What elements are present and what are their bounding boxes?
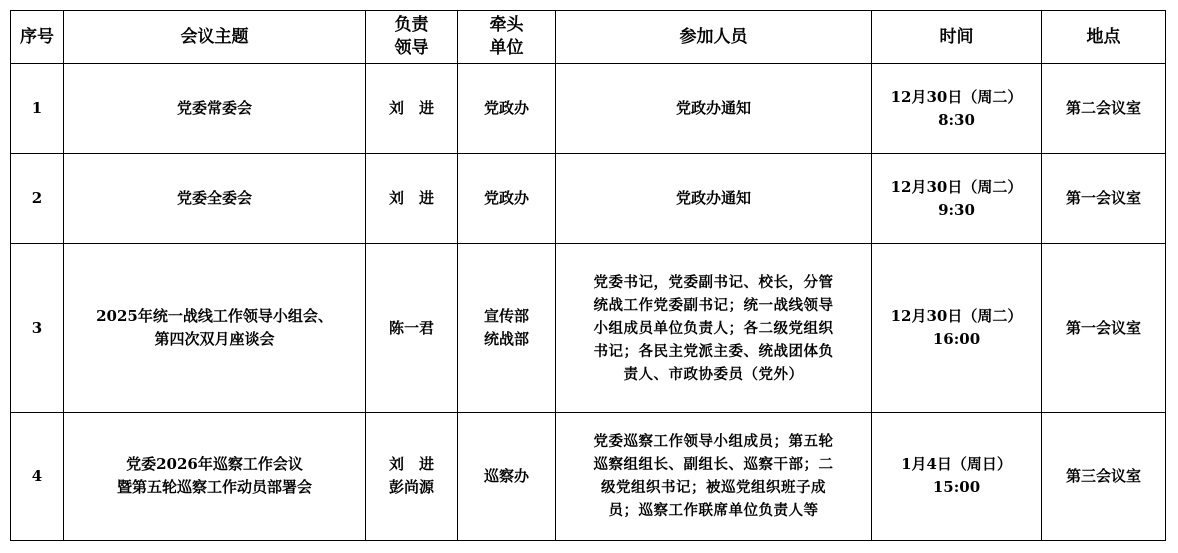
header-leader: 负责 领导 xyxy=(366,11,458,64)
cell-index: 3 xyxy=(11,244,64,412)
cell-location: 第一会议室 xyxy=(1042,244,1166,412)
cell-leader: 刘 进 xyxy=(366,64,458,154)
cell-index: 4 xyxy=(11,412,64,540)
cell-location: 第一会议室 xyxy=(1042,154,1166,244)
cell-leader: 刘 进 彭尚源 xyxy=(366,412,458,540)
table-row xyxy=(11,154,1166,244)
cell-topic: 党委全委会 xyxy=(64,154,366,244)
cell-unit: 宣传部 统战部 xyxy=(458,244,556,412)
cell-index: 2 xyxy=(11,154,64,244)
table-row xyxy=(11,64,1166,154)
cell-topic: 党委常委会 xyxy=(64,64,366,154)
cell-unit: 巡察办 xyxy=(458,412,556,540)
cell-unit: 党政办 xyxy=(458,64,556,154)
cell-time: 12月30日（周二） 9:30 xyxy=(872,154,1042,244)
cell-leader: 刘 进 xyxy=(366,154,458,244)
header-row xyxy=(11,11,1166,64)
table-row xyxy=(11,412,1166,540)
cell-topic: 2025年统一战线工作领导小组会、 第四次双月座谈会 xyxy=(64,244,366,412)
meeting-schedule-table xyxy=(10,10,1166,541)
cell-attendees: 党委书记，党委副书记、校长，分管 统战工作党委副书记；统一战线领导 小组成员单位负责人；各二级党组织 书记；各民主党派主委、统战团体负 责人、市政协委员（党外） xyxy=(556,244,872,412)
cell-unit: 党政办 xyxy=(458,154,556,244)
cell-time: 1月4日（周日） 15:00 xyxy=(872,412,1042,540)
cell-location: 第三会议室 xyxy=(1042,412,1166,540)
cell-time: 12月30日（周二） 16:00 xyxy=(872,244,1042,412)
header-time: 时间 xyxy=(872,11,1042,64)
cell-attendees: 党政办通知 xyxy=(556,154,872,244)
cell-location: 第二会议室 xyxy=(1042,64,1166,154)
header-unit: 牵头 单位 xyxy=(458,11,556,64)
header-attendees: 参加人员 xyxy=(556,11,872,64)
header-topic: 会议主题 xyxy=(64,11,366,64)
cell-time: 12月30日（周二） 8:30 xyxy=(872,64,1042,154)
header-location: 地点 xyxy=(1042,11,1166,64)
cell-attendees: 党政办通知 xyxy=(556,64,872,154)
cell-topic: 党委2026年巡察工作会议 暨第五轮巡察工作动员部署会 xyxy=(64,412,366,540)
cell-leader: 陈一君 xyxy=(366,244,458,412)
table-row xyxy=(11,244,1166,412)
header-index: 序号 xyxy=(11,11,64,64)
cell-index: 1 xyxy=(11,64,64,154)
cell-attendees: 党委巡察工作领导小组成员；第五轮 巡察组组长、副组长、巡察干部；二 级党组织书记；被巡党组织班子成 员；巡察工作联席单位负责人等 xyxy=(556,412,872,540)
